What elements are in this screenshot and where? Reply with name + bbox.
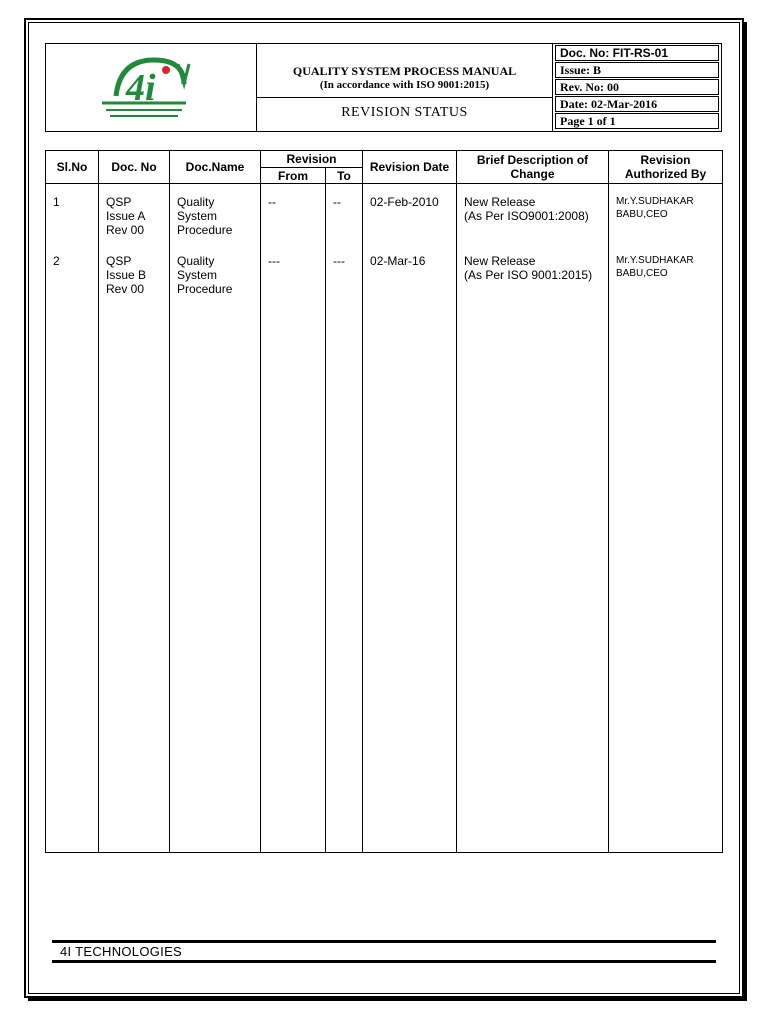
rev-number: Rev. No: 00 bbox=[555, 79, 719, 95]
cell-docno: QSP Issue B Rev 00 bbox=[99, 254, 170, 296]
cell-to: --- bbox=[326, 254, 363, 296]
doc-number: Doc. No: FIT-RS-01 bbox=[555, 45, 719, 61]
cell-from: --- bbox=[261, 254, 326, 296]
revision-status-title: REVISION STATUS bbox=[341, 105, 468, 120]
logo-cell bbox=[46, 44, 257, 131]
document-header bbox=[45, 43, 722, 132]
footer-rule-bottom bbox=[52, 960, 716, 963]
company-logo bbox=[46, 44, 257, 131]
col-header-to: To bbox=[326, 168, 363, 184]
page-border-shadow-right bbox=[744, 22, 747, 1000]
cell-brief: New Release (As Per ISO 9001:2015) bbox=[457, 254, 609, 296]
doc-info-cell bbox=[553, 44, 721, 131]
cell-brief: New Release (As Per ISO9001:2008) bbox=[457, 184, 609, 255]
table-row bbox=[46, 254, 723, 296]
col-header-docno: Doc. No bbox=[99, 151, 170, 184]
logo-text: 4i bbox=[126, 67, 156, 109]
doc-date: Date: 02-Mar-2016 bbox=[555, 96, 719, 112]
cell-date: 02-Mar-16 bbox=[363, 254, 457, 296]
manual-title: QUALITY SYSTEM PROCESS MANUAL bbox=[292, 64, 517, 78]
cell-docname: Quality System Procedure bbox=[170, 254, 261, 296]
col-header-revdate: Revision Date bbox=[363, 151, 457, 184]
page-border-shadow-bottom bbox=[28, 998, 747, 1001]
table-row bbox=[46, 184, 723, 255]
cell-slno: 2 bbox=[46, 254, 99, 296]
col-header-docname: Doc.Name bbox=[170, 151, 261, 184]
table-empty-space bbox=[46, 296, 723, 853]
cell-slno: 1 bbox=[46, 184, 99, 255]
cell-docno: QSP Issue A Rev 00 bbox=[99, 184, 170, 255]
issue-number: Issue: B bbox=[555, 62, 719, 78]
col-header-from: From bbox=[261, 168, 326, 184]
cell-docname: Quality System Procedure bbox=[170, 184, 261, 255]
col-header-auth: Revision Authorized By bbox=[609, 151, 723, 184]
cell-date: 02-Feb-2010 bbox=[363, 184, 457, 255]
revision-table bbox=[45, 150, 723, 853]
cell-auth: Mr.Y.SUDHAKAR BABU,CEO bbox=[609, 184, 723, 255]
page-number: Page 1 of 1 bbox=[555, 113, 719, 129]
cell-auth: Mr.Y.SUDHAKAR BABU,CEO bbox=[609, 254, 723, 296]
footer-rule-top bbox=[52, 940, 716, 943]
col-header-revision: Revision bbox=[261, 151, 363, 168]
footer-company: 4I TECHNOLOGIES bbox=[60, 944, 183, 959]
cell-from: -- bbox=[261, 184, 326, 255]
title-divider bbox=[257, 97, 552, 98]
header-title-cell bbox=[257, 44, 553, 131]
manual-subtitle: (In accordance with ISO 9001:2015) bbox=[319, 79, 490, 91]
col-header-slno: Sl.No bbox=[46, 151, 99, 184]
cell-to: -- bbox=[326, 184, 363, 255]
col-header-brief: Brief Description of Change bbox=[457, 151, 609, 184]
